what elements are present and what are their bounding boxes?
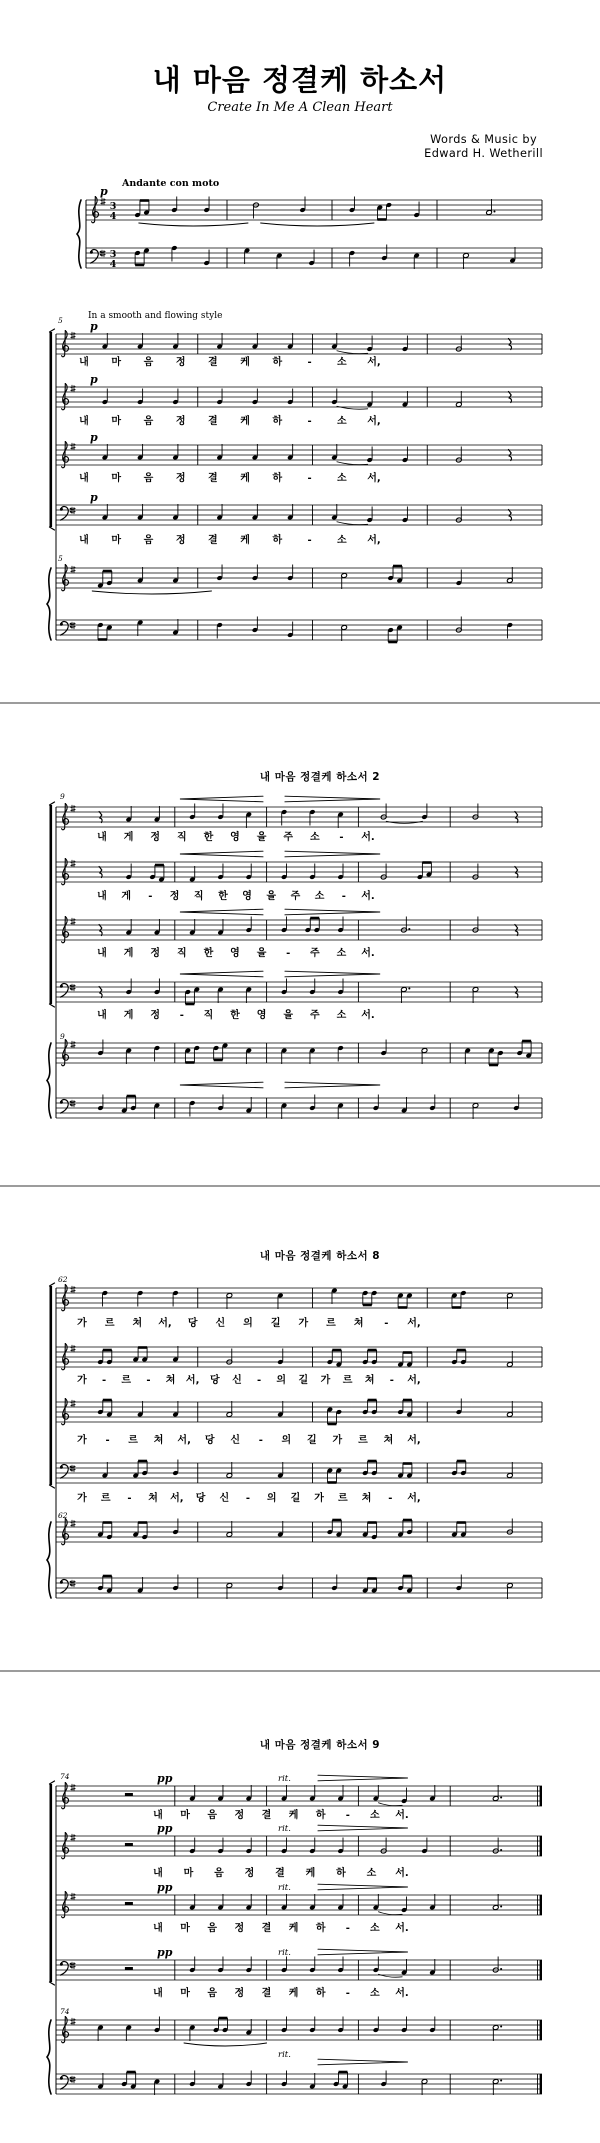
lyric-syllable: 길	[307, 1435, 317, 1446]
lyric-syllable: 영	[230, 948, 240, 959]
time-signature-bottom: 4	[109, 211, 117, 222]
lyric-syllable: 하	[272, 357, 283, 368]
dynamic-marking: pp	[157, 1946, 173, 1959]
lyric-syllable: 한	[230, 1010, 240, 1021]
lyric-syllable: 음	[207, 1988, 218, 1999]
lyric-syllable: -	[307, 473, 312, 484]
lyric-syllable: 하	[272, 473, 283, 484]
lyric-syllable: 가	[77, 1435, 87, 1446]
lyric-syllable: 르	[358, 1435, 368, 1446]
time-signature-top: 3	[109, 201, 117, 212]
lyric-syllable: 음	[207, 1923, 218, 1934]
lyric-syllable: 마	[111, 473, 122, 484]
lyric-syllable: -	[258, 1435, 263, 1446]
lyric-syllable: 가	[77, 1375, 87, 1386]
lyric-syllable: 내	[97, 1010, 107, 1021]
lyric-syllable: -	[307, 535, 312, 546]
lyric-syllable: 서,	[367, 416, 381, 427]
lyric-syllable: 케	[240, 357, 250, 368]
lyric-syllable: -	[102, 1375, 107, 1386]
lyric-syllable: 서.	[395, 1923, 409, 1934]
lyric-syllable: 의	[281, 1435, 292, 1446]
lyric-syllable: 서,	[407, 1493, 421, 1504]
lyric-syllable: 의	[266, 1493, 277, 1504]
lyric-syllable: -	[286, 948, 291, 959]
lyric-syllable: 서,	[407, 1375, 421, 1386]
lyric-syllable: 케	[305, 1868, 316, 1879]
style-text: In a smooth and flowing style	[88, 311, 223, 321]
lyric-syllable: 내	[153, 1868, 163, 1879]
lyric-syllable: 서,	[367, 535, 381, 546]
lyric-syllable: -	[127, 1493, 132, 1504]
credit-line-1: Words & Music by	[430, 133, 538, 146]
lyric-syllable: 주	[283, 832, 294, 843]
lyric-syllable: -	[105, 1435, 110, 1446]
lyric-syllable: 신	[232, 1375, 242, 1386]
lyric-syllable: 쳐	[148, 1493, 158, 1504]
lyric-syllable: 서.	[395, 1810, 409, 1821]
measure-number: 9	[60, 792, 65, 801]
lyric-syllable: 결	[275, 1868, 285, 1879]
lyric-syllable: 의	[276, 1375, 287, 1386]
lyric-syllable: 정	[244, 1868, 255, 1879]
lyric-syllable: -	[339, 832, 344, 843]
measure-number: 9	[60, 1032, 65, 1041]
lyric-syllable: 정	[234, 1988, 245, 1999]
lyric-syllable: 하	[315, 1988, 326, 1999]
lyric-syllable: 마	[180, 1988, 190, 1999]
lyric-syllable: -	[388, 1493, 393, 1504]
lyric-syllable: 서.	[395, 1988, 409, 1999]
lyric-syllable: 음	[143, 473, 154, 484]
lyric-syllable: -	[148, 891, 153, 902]
lyric-syllable: 길	[290, 1493, 301, 1504]
song-subtitle: Create In Me A Clean Heart	[207, 100, 393, 115]
lyric-syllable: 서,	[407, 1435, 421, 1446]
lyric-syllable: 내	[153, 1923, 163, 1934]
lyric-syllable: 소	[336, 948, 347, 959]
lyric-syllable: 소	[336, 357, 347, 368]
measure-number: 74	[60, 1772, 70, 1781]
rit-marking: rit.	[278, 1774, 291, 1784]
lyric-syllable: 소	[336, 473, 347, 484]
lyric-syllable: 소	[370, 1988, 380, 1999]
lyric-syllable: 을	[266, 891, 277, 902]
dynamic-marking: pp	[157, 1772, 173, 1785]
lyric-syllable: 내	[97, 891, 107, 902]
lyric-syllable: -	[179, 1010, 184, 1021]
song-title: 내 마음 정결케 하소서	[152, 63, 448, 97]
lyric-syllable: 결	[261, 1988, 272, 1999]
lyric-syllable: 신	[230, 1435, 241, 1446]
lyric-syllable: 가	[298, 1318, 309, 1329]
lyric-syllable: -	[307, 416, 312, 427]
lyric-syllable: 르	[121, 1375, 132, 1386]
lyric-syllable: 서,	[177, 1435, 191, 1446]
lyric-syllable: 을	[283, 1010, 294, 1021]
lyric-syllable: 내	[97, 948, 107, 959]
lyric-syllable: 서,	[367, 357, 381, 368]
lyric-syllable: 서.	[361, 891, 375, 902]
lyric-syllable: 마	[111, 535, 122, 546]
lyric-syllable: 을	[256, 832, 267, 843]
lyric-syllable: 하	[336, 1868, 346, 1879]
lyric-syllable: 쳐	[361, 1493, 372, 1504]
lyric-syllable: 하	[315, 1810, 326, 1821]
lyric-syllable: 서,	[367, 473, 381, 484]
lyric-syllable: 게	[123, 948, 134, 959]
lyric-syllable: 내	[153, 1988, 163, 1999]
measure-number: 62	[58, 1275, 68, 1284]
dynamic-marking: pp	[157, 1822, 173, 1835]
lyric-syllable: 서,	[185, 1375, 200, 1386]
rit-marking: rit.	[278, 1824, 291, 1834]
lyric-syllable: -	[146, 1375, 151, 1386]
lyric-syllable: -	[341, 891, 346, 902]
lyric-syllable: 내	[79, 473, 89, 484]
lyric-syllable: 직	[193, 891, 204, 902]
lyric-syllable: 르	[338, 1493, 348, 1504]
lyric-syllable: 케	[288, 1810, 299, 1821]
lyric-syllable: 소	[309, 832, 320, 843]
lyric-syllable: 결	[208, 535, 218, 546]
lyric-syllable: 신	[215, 1318, 226, 1329]
lyric-syllable: 정	[150, 832, 161, 843]
lyric-syllable: 정	[234, 1923, 245, 1934]
lyric-syllable: 한	[218, 891, 228, 902]
dynamic-marking: p	[90, 491, 98, 504]
lyric-syllable: 주	[309, 1010, 320, 1021]
lyric-syllable: 길	[270, 1318, 281, 1329]
lyric-syllable: 결	[261, 1810, 272, 1821]
lyric-syllable: 게	[121, 891, 132, 902]
lyric-syllable: 서,	[170, 1493, 184, 1504]
lyric-syllable: 음	[214, 1868, 224, 1879]
lyric-syllable: 주	[290, 891, 301, 902]
lyric-syllable: 당	[195, 1493, 206, 1504]
lyric-syllable: -	[256, 1375, 262, 1386]
lyric-syllable: 서.	[361, 1010, 375, 1021]
lyric-syllable: 내	[97, 832, 107, 843]
lyric-syllable: 소	[370, 1810, 380, 1821]
lyric-syllable: 르	[104, 1318, 115, 1329]
lyric-syllable: 서,	[407, 1318, 421, 1329]
dynamic-marking: p	[90, 320, 98, 333]
measure-number: 5	[58, 316, 63, 325]
lyric-syllable: 서.	[395, 1868, 409, 1879]
page-header-2: 내 마음 정결케 하소서 2	[259, 771, 381, 783]
lyric-syllable: 직	[203, 1010, 214, 1021]
lyric-syllable: 직	[176, 832, 187, 843]
lyric-syllable: 소	[370, 1923, 380, 1934]
rit-marking: rit.	[278, 1883, 291, 1893]
lyric-syllable: 가	[77, 1318, 87, 1329]
lyric-syllable: -	[307, 357, 312, 368]
lyric-syllable: -	[345, 1923, 350, 1934]
lyric-syllable: 정	[175, 416, 186, 427]
lyric-syllable: 당	[209, 1375, 220, 1386]
lyric-syllable: 케	[288, 1923, 299, 1934]
lyric-syllable: 쳐	[353, 1318, 364, 1329]
lyric-syllable: 결	[208, 473, 218, 484]
lyric-syllable: 마	[111, 416, 122, 427]
rit-marking: rit.	[278, 1948, 291, 1958]
lyric-syllable: 영	[256, 1010, 267, 1021]
lyric-syllable: 정	[175, 535, 186, 546]
lyric-syllable: 쳐	[165, 1375, 176, 1386]
lyric-syllable: 마	[183, 1868, 194, 1879]
lyric-syllable: 정	[234, 1810, 245, 1821]
lyric-syllable: 정	[169, 891, 180, 902]
lyric-syllable: 게	[123, 832, 134, 843]
lyric-syllable: -	[389, 1375, 394, 1386]
credit-line-2: Edward H. Wetherill	[424, 147, 543, 160]
lyric-syllable: 결	[261, 1923, 272, 1934]
measure-number: 5	[58, 554, 63, 563]
lyric-syllable: -	[345, 1988, 350, 1999]
lyric-syllable: 소	[366, 1868, 377, 1879]
lyric-syllable: 한	[203, 832, 214, 843]
lyric-syllable: 케	[240, 416, 250, 427]
lyric-syllable: 내	[79, 416, 89, 427]
lyric-syllable: 하	[272, 535, 283, 546]
lyric-syllable: 소	[336, 416, 347, 427]
measure-number: 74	[60, 2007, 70, 2016]
lyric-syllable: 내	[79, 357, 89, 368]
lyric-syllable: 소	[314, 891, 325, 902]
lyric-syllable: 내	[153, 1810, 163, 1821]
lyric-syllable: 서.	[361, 948, 375, 959]
lyric-syllable: 케	[240, 535, 250, 546]
lyric-syllable: 소	[336, 535, 347, 546]
dynamic-marking: p	[90, 431, 98, 444]
lyric-syllable: 쳐	[132, 1318, 143, 1329]
lyric-syllable: 케	[240, 473, 250, 484]
lyric-syllable: 마	[111, 357, 122, 368]
lyric-syllable: 하	[272, 416, 283, 427]
lyric-syllable: 서,	[158, 1318, 172, 1329]
lyric-syllable: 하	[315, 1923, 326, 1934]
lyric-syllable: 쳐	[153, 1435, 164, 1446]
lyric-syllable: 을	[256, 948, 267, 959]
lyric-syllable: 가	[77, 1493, 87, 1504]
lyric-syllable: 음	[207, 1810, 218, 1821]
lyric-syllable: 음	[143, 357, 154, 368]
lyric-syllable: 케	[288, 1988, 299, 1999]
lyric-syllable: 서.	[361, 832, 375, 843]
lyric-syllable: 한	[203, 948, 214, 959]
lyric-syllable: 내	[79, 535, 89, 546]
dynamic-marking: p	[100, 185, 108, 198]
lyric-syllable: 음	[143, 535, 154, 546]
rit-marking: rit.	[278, 2050, 291, 2060]
lyric-syllable: 르	[100, 1493, 111, 1504]
measure-number: 62	[58, 1511, 68, 1520]
lyric-syllable: 영	[230, 832, 240, 843]
lyric-syllable: 르	[326, 1318, 336, 1329]
lyric-syllable: 정	[175, 473, 186, 484]
lyric-syllable: 결	[208, 416, 218, 427]
lyric-syllable: 가	[314, 1493, 324, 1504]
time-signature-bottom: 4	[109, 259, 117, 270]
page-header-4: 내 마음 정결케 하소서 9	[259, 1739, 381, 1751]
lyric-syllable: 음	[143, 416, 154, 427]
lyric-syllable: 쳐	[364, 1375, 375, 1386]
lyric-syllable: 결	[208, 357, 218, 368]
lyric-syllable: 정	[175, 357, 186, 368]
lyric-syllable: -	[384, 1318, 389, 1329]
lyric-syllable: 르	[128, 1435, 138, 1446]
lyric-syllable: 가	[320, 1375, 331, 1386]
lyric-syllable: 의	[243, 1318, 253, 1329]
lyric-syllable: 게	[123, 1010, 134, 1021]
dynamic-marking: pp	[157, 1881, 173, 1894]
lyric-syllable: 영	[242, 891, 252, 902]
lyric-syllable: 가	[332, 1435, 343, 1446]
lyric-syllable: 마	[180, 1810, 190, 1821]
lyric-syllable: 마	[180, 1923, 190, 1934]
lyric-syllable: 정	[150, 948, 161, 959]
lyric-syllable: -	[245, 1493, 251, 1504]
tempo-marking: Andante con moto	[122, 178, 220, 189]
lyric-syllable: 당	[187, 1318, 198, 1329]
lyric-syllable: 직	[176, 948, 187, 959]
lyric-syllable: 르	[342, 1375, 353, 1386]
lyric-syllable: 신	[219, 1493, 230, 1504]
lyric-syllable: -	[345, 1810, 350, 1821]
lyric-syllable: 당	[204, 1435, 215, 1446]
dynamic-marking: p	[90, 373, 98, 386]
lyric-syllable: 쳐	[383, 1435, 394, 1446]
lyric-syllable: 소	[336, 1010, 347, 1021]
lyric-syllable: 정	[150, 1010, 161, 1021]
page-header-3: 내 마음 정결케 하소서 8	[259, 1250, 381, 1262]
time-signature-top: 3	[109, 249, 117, 260]
lyric-syllable: 주	[309, 948, 320, 959]
lyric-syllable: 길	[298, 1375, 309, 1386]
